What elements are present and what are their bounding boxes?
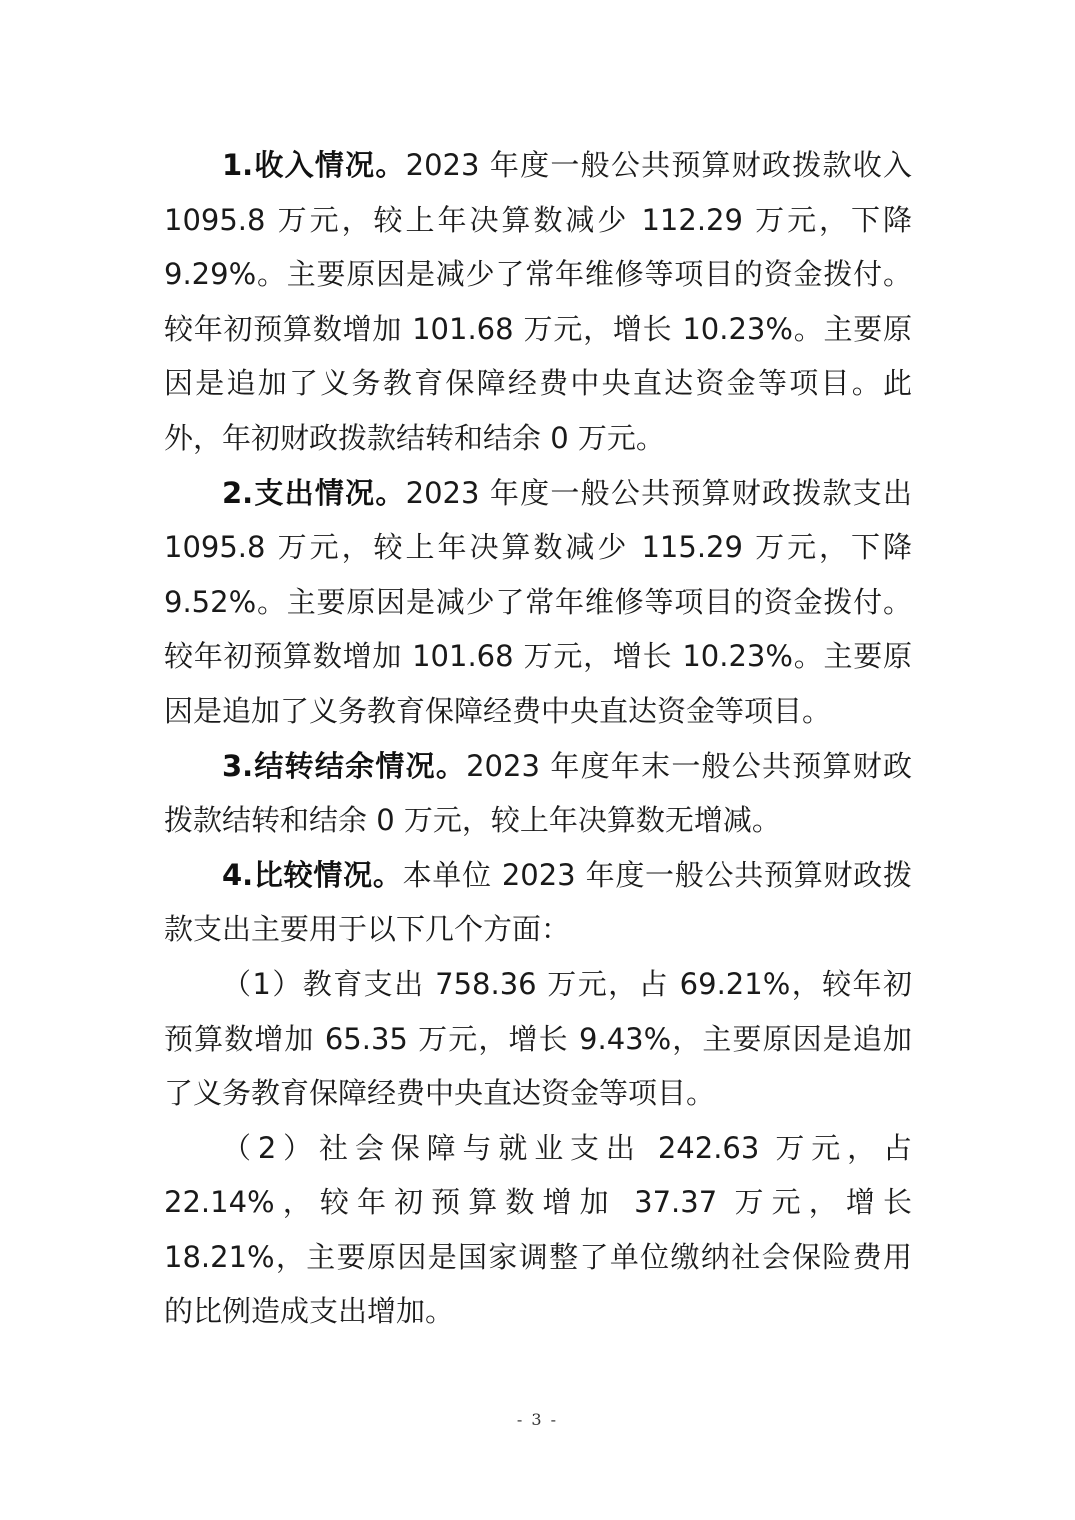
paragraph-expenditure-text: 2023 年度一般公共预算财政拨款支出 1095.8 万元，较上年决算数减少 115.29 万元，下降 9.52%。主要原因是减少了常年维修等项目的资金拨付。较年初预算数增加 101.68 万元，增长 10.23%。主要原因是追加了义务教育保障经费中央直达资金等项目。 [164,475,912,728]
paragraph-carryover-text: 2023 年度年末一般公共预算财政拨款结转和结余 0 万元，较上年决算数无增减。 [164,748,912,838]
heading-income: 1.收入情况。 [222,148,406,182]
paragraph-comparison-text: 本单位 2023 年度一般公共预算财政拨款支出主要用于以下几个方面： [164,857,912,947]
document-body [164,138,912,1339]
paragraph-education-text: （1）教育支出 758.36 万元，占 69.21%，较年初预算数增加 65.35 万元，增长 9.43%，主要原因是追加了义务教育保障经费中央直达资金等项目。 [164,966,912,1111]
paragraph-education-expenditure [164,957,912,1121]
paragraph-social-security-text: （2）社会保障与就业支出 242.63 万元，占 22.14%，较年初预算数增加 37.37 万元，增长 18.21%，主要原因是国家调整了单位缴纳社会保险费用的比例造成支出增加。 [164,1130,912,1329]
heading-expenditure: 2.支出情况。 [222,475,406,510]
paragraph-income [164,138,912,466]
paragraph-social-security-expenditure [164,1121,912,1339]
paragraph-comparison [164,848,912,957]
paragraph-expenditure [164,466,912,739]
paragraph-income-text: 2023 年度一般公共预算财政拨款收入 1095.8 万元，较上年决算数减少 112.29 万元，下降 9.29%。主要原因是减少了常年维修等项目的资金拨付。较年初预算数增加 101.68 万元，增长 10.23%。主要原因是追加了义务教育保障经费中央直达资金等项目。此外，年初财政拨款结转和结余 0 万元。 [164,148,912,455]
page-number: - 3 - [516,1410,559,1429]
heading-carryover: 3.结转结余情况。 [222,748,467,783]
paragraph-carryover [164,739,912,848]
heading-comparison: 4.比较情况。 [222,857,403,892]
